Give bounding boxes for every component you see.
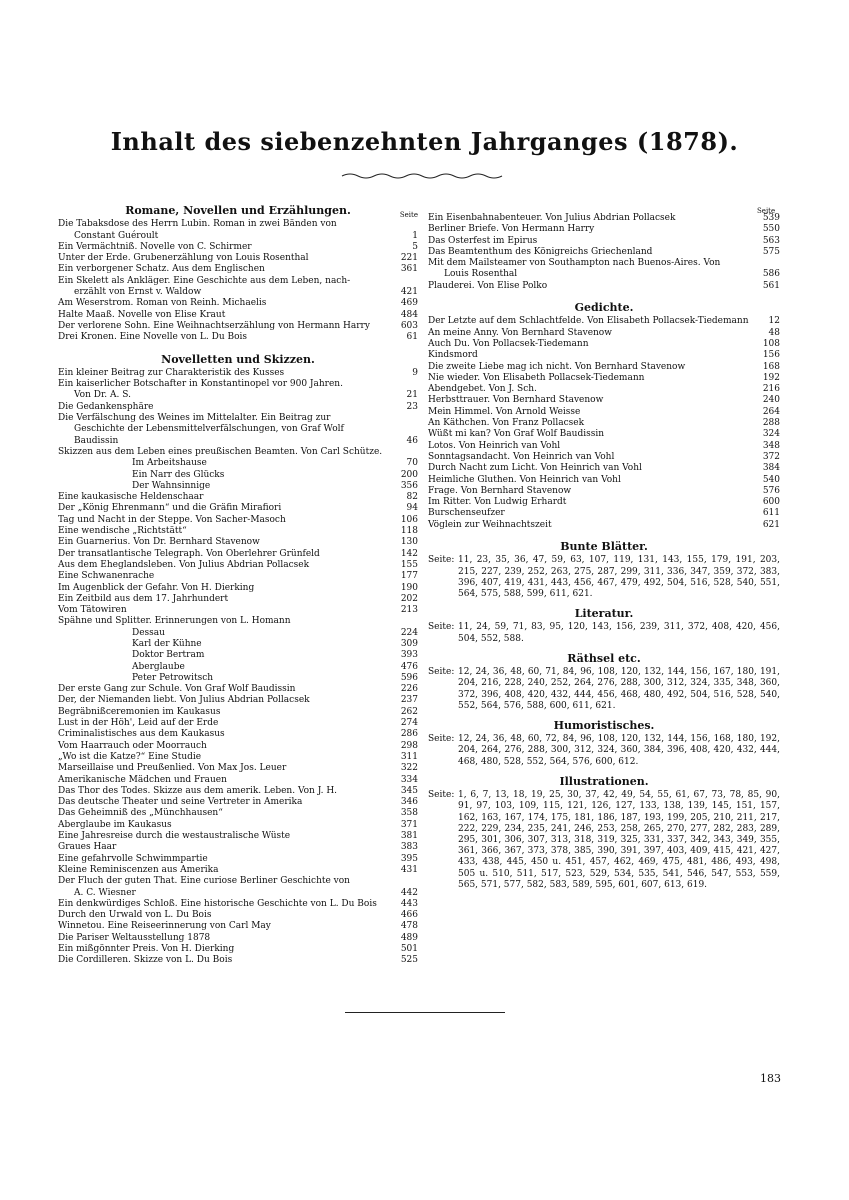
- toc-entry-title: Ein Eisenbahnabenteuer. Von Julius Abdrian Pollacsek: [428, 213, 676, 223]
- toc-entry-page: 550: [762, 224, 780, 235]
- toc-entry: [428, 441, 780, 452]
- romane-list: [58, 219, 418, 343]
- toc-entry-page: 393: [400, 650, 418, 661]
- toc-entry-page: 192: [762, 372, 780, 383]
- toc-entry: [58, 910, 418, 921]
- page-reference-list: [428, 734, 780, 768]
- toc-entry: [428, 258, 780, 269]
- toc-entry: [58, 379, 418, 390]
- toc-entry-title: Plauderei. Von Elise Polko: [428, 280, 548, 291]
- toc-entry-page: 586: [762, 269, 780, 280]
- toc-entry-page: 168: [762, 361, 780, 372]
- toc-entry-title: An Käthchen. Von Franz Pollacsek: [428, 418, 585, 429]
- toc-entry: [58, 605, 418, 616]
- gedichte-list: [428, 316, 780, 531]
- toc-entry-page: 383: [400, 842, 418, 853]
- page-reference-list: [428, 790, 780, 891]
- toc-entry-page: 356: [400, 480, 418, 491]
- toc-entry-title: Doktor Bertram: [132, 650, 205, 661]
- toc-entry: [58, 899, 418, 910]
- toc-entry-page: 576: [762, 485, 780, 496]
- toc-entry: [58, 786, 418, 797]
- bottom-rule: [345, 1012, 505, 1013]
- toc-entry-page: 202: [400, 593, 418, 604]
- toc-entry: [58, 944, 418, 955]
- toc-entry-title: Im Augenblick der Gefahr. Von H. Dierking: [58, 582, 255, 593]
- toc-entry-title: Ein denkwürdiges Schloß. Eine historische Geschichte von L. Du Bois: [58, 898, 377, 909]
- page-numbers: 12, 24, 36, 48, 60, 72, 84, 96, 108, 120, 132, 144, 156, 168, 180, 192, 204, 264, 276, 288, 300, 312, 324, 360, 384, 396, 408, 420, 432, 444, 468, 480, 528, 552, 564, 576, 600, 612.: [458, 734, 780, 767]
- toc-entry-page: 94: [406, 503, 418, 514]
- toc-entry: [58, 242, 418, 253]
- toc-entry: [58, 526, 418, 537]
- toc-entry-title: Der, der Niemanden liebt. Von Julius Abdrian Pollacsek: [58, 695, 310, 706]
- toc-entry-title: Mein Himmel. Von Arnold Weisse: [428, 406, 581, 417]
- toc-entry-title: Kindsmord: [428, 350, 478, 361]
- toc-entry: [58, 933, 418, 944]
- toc-entry: [58, 808, 418, 819]
- toc-entry-page: 12: [768, 316, 780, 327]
- toc-entry-page: 9: [412, 367, 418, 378]
- toc-entry-title: Criminalistisches aus dem Kaukasus: [58, 729, 225, 740]
- toc-entry-page: 469: [400, 298, 418, 309]
- toc-entry-page: 1: [412, 230, 418, 241]
- toc-entry-title: Die Gedankensphäre: [58, 401, 154, 412]
- toc-entry-title: Das deutsche Theater und seine Vertreter in Amerika: [58, 797, 303, 808]
- toc-entry-title: Abendgebet. Von J. Sch.: [428, 384, 537, 395]
- toc-entry: [428, 281, 780, 292]
- toc-entry-title: Eine wendische „Richtstätt“: [58, 526, 187, 537]
- toc-entry-title: Der transatlantische Telegraph. Von Oberlehrer Grünfeld: [58, 548, 320, 559]
- toc-entry: [428, 486, 780, 497]
- toc-entry: [58, 628, 418, 639]
- toc-entry: [58, 231, 418, 242]
- toc-entry: [58, 560, 418, 571]
- toc-entry-title: Mit dem Mailsteamer von Southampton nach Buenos-Aires. Von: [428, 258, 721, 269]
- toc-entry-page: 177: [400, 571, 418, 582]
- toc-entry-title: Der Letzte auf dem Schlachtfelde. Von Elisabeth Pollacsek-Tiedemann: [428, 316, 749, 327]
- section-heading: Räthsel etc.: [567, 651, 641, 665]
- toc-entry-page: 345: [400, 785, 418, 796]
- toc-entry-title: Der „König Ehrenmann“ und die Gräfin Mirafiori: [58, 503, 282, 514]
- seite-label: Seite:: [428, 790, 455, 801]
- toc-entry-page: 575: [762, 246, 780, 257]
- toc-entry-title: Ein Skelett als Ankläger. Eine Geschichte aus dem Leben, nach-: [58, 275, 351, 286]
- toc-entry: [58, 752, 418, 763]
- toc-entry: [58, 583, 418, 594]
- toc-entry-page: 431: [400, 864, 418, 875]
- toc-entry-title: Das Thor des Todes. Skizze aus dem amerik. Leben. Von J. H.: [58, 785, 338, 796]
- toc-entry: [428, 316, 780, 327]
- toc-entry-page: 322: [400, 763, 418, 774]
- toc-entry: [58, 695, 418, 706]
- section-heading: Illustrationen.: [559, 774, 649, 788]
- toc-entry: [58, 718, 418, 729]
- toc-entry-title: Der Wahnsinnige: [132, 480, 211, 491]
- toc-entry-page: 371: [400, 819, 418, 830]
- toc-entry-title: Ein mißgönnter Preis. Von H. Dierking: [58, 944, 235, 954]
- toc-entry: [58, 921, 418, 932]
- toc-entry: [428, 213, 780, 224]
- toc-entry-page: 274: [400, 718, 418, 729]
- toc-entry-title: Durch Nacht zum Licht. Von Heinrich van Vohl: [428, 463, 642, 474]
- toc-entry-page: 21: [406, 390, 418, 401]
- seite-label: Seite:: [428, 555, 455, 566]
- toc-entry-title: Marseillaise und Preußenlied. Von Max Jos. Leuer: [58, 763, 287, 774]
- toc-entry: [58, 470, 418, 481]
- toc-entry: [58, 515, 418, 526]
- toc-entry-page: 106: [400, 514, 418, 525]
- toc-entry-title: Ein Zeitbild aus dem 17. Jahrhundert: [58, 593, 229, 604]
- toc-entry: [58, 741, 418, 752]
- toc-entry: [58, 253, 418, 264]
- toc-entry-page: 5: [412, 241, 418, 252]
- toc-entry: [428, 350, 780, 361]
- toc-entry-title: Eine Schwanenrache: [58, 571, 155, 582]
- toc-entry-title: Das Geheimniß des „Münchhausen“: [58, 808, 223, 819]
- toc-entry-title: Der erste Gang zur Schule. Von Graf Wolf Baudissin: [58, 684, 296, 695]
- toc-entry-title: Ein Guarnerius. Von Dr. Bernhard Stavenow: [58, 537, 260, 548]
- toc-entry-page: 286: [400, 729, 418, 740]
- toc-entry-page: 489: [400, 932, 418, 943]
- toc-entry-page: 213: [400, 605, 418, 616]
- section-heading-gedichte: Gedichte.: [574, 301, 634, 315]
- toc-entry-title: Aus dem Eheglandsleben. Von Julius Abdrian Pollacsek: [58, 559, 310, 570]
- toc-entry-title: Unter der Erde. Grubenerzählung von Louis Rosenthal: [58, 253, 309, 264]
- section-heading-novelletten: Novelletten und Skizzen.: [161, 352, 315, 366]
- toc-entry: [428, 452, 780, 463]
- toc-entry-page: 484: [400, 309, 418, 320]
- toc-entry-title: Das Beamtenthum des Königreichs Griechenland: [428, 246, 653, 257]
- toc-entry-page: 298: [400, 740, 418, 751]
- section-heading-romane: Romane, Novellen und Erzählungen. Seite: [58, 205, 418, 216]
- toc-entry-title: Amerikanische Mädchen und Frauen: [58, 774, 227, 785]
- section-heading: Bunte Blätter.: [560, 540, 648, 554]
- toc-entry-page: 540: [762, 474, 780, 485]
- toc-entry-title: Eine Jahresreise durch die westaustralische Wüste: [58, 831, 291, 842]
- toc-entry: [58, 684, 418, 695]
- toc-entry: [58, 537, 418, 548]
- toc-entry-page: 442: [400, 887, 418, 898]
- toc-entry: [58, 436, 418, 447]
- toc-entry: [58, 447, 418, 458]
- toc-entry: [58, 503, 418, 514]
- toc-entry-title: Begräbnißceremonien im Kaukasus: [58, 706, 221, 717]
- toc-entry-page: 443: [400, 898, 418, 909]
- toc-entry-title: Aberglaube: [132, 661, 185, 672]
- toc-entry-title: Eine gefahrvolle Schwimmpartie: [58, 853, 208, 864]
- toc-entry-title: An meine Anny. Von Bernhard Stavenow: [428, 327, 612, 338]
- toc-entry: [58, 639, 418, 650]
- toc-entry: [58, 842, 418, 853]
- toc-entry: [428, 508, 780, 519]
- toc-entry-title: Lotos. Von Heinrich van Vohl: [428, 440, 561, 451]
- page-numbers: 11, 24, 59, 71, 83, 95, 120, 143, 156, 239, 311, 372, 408, 420, 456, 504, 552, 588.: [458, 622, 780, 644]
- toc-entry-page: 108: [762, 338, 780, 349]
- toc-entry-title: Die Pariser Weltausstellung 1878: [58, 932, 211, 943]
- toc-entry-page: 46: [406, 435, 418, 446]
- toc-entry: [58, 707, 418, 718]
- toc-entry-title: Kleine Reminiscenzen aus Amerika: [58, 864, 219, 875]
- toc-entry: [58, 458, 418, 469]
- toc-entry-page: 264: [762, 406, 780, 417]
- toc-entry: [58, 594, 418, 605]
- toc-entry-title: Halte Maaß. Novelle von Elise Kraut: [58, 309, 226, 320]
- toc-entry: [58, 831, 418, 842]
- toc-entry: [58, 955, 418, 966]
- toc-entry-page: 130: [400, 537, 418, 548]
- toc-entry-page: 237: [400, 695, 418, 706]
- left-column: [58, 205, 418, 967]
- toc-entry-title: Nie wieder. Von Elisabeth Pollacsek-Tiedemann: [428, 372, 645, 383]
- toc-entry-title: Die Tabaksdose des Herrn Lubin. Roman in zwei Bänden von: [58, 219, 337, 230]
- toc-entry-page: 118: [400, 526, 418, 537]
- toc-entry-title: Auch Du. Von Pollacsek-Tiedemann: [428, 338, 589, 349]
- toc-entry: [58, 775, 418, 786]
- toc-entry-title: Im Ritter. Von Ludwig Erhardt: [428, 497, 567, 508]
- page-numbers: 12, 24, 36, 48, 60, 71, 84, 96, 108, 120, 132, 144, 156, 167, 180, 191, 204, 216, 228, 240, 252, 264, 276, 288, 300, 312, 324, 335, 348, 360, 372, 396, 408, 420, 432, 444, 456, 468, 480, 492, 504, 516, 528, 540, 552, 564, 576, 588, 600, 611, 621.: [458, 667, 780, 711]
- toc-entry-title: Baudissin: [74, 435, 119, 446]
- page-reference-list: [428, 555, 780, 600]
- seite-label: Seite:: [428, 622, 455, 633]
- toc-entry: [58, 492, 418, 503]
- toc-entry-page: 348: [762, 440, 780, 451]
- toc-entry: [58, 321, 418, 332]
- toc-entry-page: 155: [400, 559, 418, 570]
- toc-entry-title: Vöglein zur Weihnachtszeit: [428, 519, 552, 530]
- toc-entry-page: 224: [400, 627, 418, 638]
- toc-entry: [58, 888, 418, 899]
- toc-entry-title: Eine kaukasische Heldenschaar: [58, 492, 204, 503]
- toc-entry-title: Louis Rosenthal: [444, 269, 518, 280]
- right-column: [428, 213, 780, 899]
- toc-entry: [58, 298, 418, 309]
- toc-entry-title: Winnetou. Eine Reiseerinnerung von Carl May: [58, 921, 271, 932]
- toc-entry: [58, 287, 418, 298]
- toc-entry: [428, 269, 780, 280]
- toc-entry: [428, 373, 780, 384]
- toc-entry-page: 156: [762, 350, 780, 361]
- toc-entry-page: 358: [400, 808, 418, 819]
- seite-label: Seite: [399, 211, 418, 219]
- toc-entry: [428, 497, 780, 508]
- toc-entry-title: Geschichte der Lebensmittelverfälschungen, von Graf Wolf: [74, 424, 344, 435]
- toc-entry-page: 525: [400, 955, 418, 966]
- toc-entry-page: 361: [400, 264, 418, 275]
- toc-entry: [58, 402, 418, 413]
- toc-entry-title: Ein Vermächtniß. Novelle von C. Schirmer: [58, 241, 252, 252]
- toc-entry: [58, 368, 418, 379]
- toc-entry-page: 395: [400, 853, 418, 864]
- toc-entry-title: Ein kaiserlicher Botschafter in Konstantinopel vor 900 Jahren.: [58, 379, 343, 390]
- toc-entry: [58, 650, 418, 661]
- toc-entry-title: Aberglaube im Kaukasus: [58, 819, 172, 830]
- toc-entry: [58, 797, 418, 808]
- toc-entry-page: 324: [762, 429, 780, 440]
- toc-entry: [58, 616, 418, 627]
- toc-entry-page: 288: [762, 418, 780, 429]
- toc-entry: [58, 865, 418, 876]
- toc-entry-title: Frage. Von Bernhard Stavenow: [428, 485, 572, 496]
- toc-entry-page: 82: [406, 492, 418, 503]
- toc-entry-title: Skizzen aus dem Leben eines preußischen Beamten. Von Carl Schütze.: [58, 446, 383, 457]
- toc-entry-title: Karl der Kühne: [132, 638, 202, 649]
- toc-entry-page: 226: [400, 684, 418, 695]
- toc-entry-page: 600: [762, 497, 780, 508]
- toc-entry-title: Burschenseufzer: [428, 508, 505, 519]
- toc-entry-title: Wüßt mi kan? Von Graf Wolf Baudissin: [428, 429, 605, 440]
- toc-entry: [428, 328, 780, 339]
- toc-entry-title: Drei Kronen. Eine Novelle von L. Du Bois: [58, 332, 248, 343]
- toc-entry-title: Das Osterfest im Epirus: [428, 235, 538, 246]
- page-number: 183: [760, 1072, 781, 1085]
- toc-entry-page: 476: [400, 661, 418, 672]
- toc-entry-page: 346: [400, 797, 418, 808]
- toc-entry: [58, 662, 418, 673]
- toc-entry-title: Vom Tätowiren: [58, 605, 127, 616]
- seite-label: Seite:: [428, 667, 455, 678]
- toc-entry-page: 372: [762, 451, 780, 462]
- toc-entry: [58, 264, 418, 275]
- toc-entry-page: 61: [406, 332, 418, 343]
- toc-entry-title: Heimliche Gluthen. Von Heinrich van Vohl: [428, 474, 621, 485]
- toc-entry: [428, 429, 780, 440]
- decorative-flourish: [340, 172, 510, 180]
- toc-entry-title: Der Fluch der guten That. Eine curiose Berliner Geschichte von: [58, 876, 350, 887]
- section-heading: Humoristisches.: [553, 718, 655, 732]
- toc-entry: [428, 418, 780, 429]
- toc-entry: [58, 481, 418, 492]
- toc-entry-page: 621: [762, 519, 780, 530]
- toc-entry-title: Vom Haarrauch oder Moorrauch: [58, 740, 207, 751]
- toc-entry-title: Herbsttrauer. Von Bernhard Stavenow: [428, 395, 604, 406]
- toc-entry: [428, 407, 780, 418]
- toc-entry-page: 262: [400, 706, 418, 717]
- toc-entry-page: 240: [762, 395, 780, 406]
- section-heading: Literatur.: [574, 607, 634, 621]
- toc-entry: [58, 310, 418, 321]
- continued-list: [428, 213, 780, 292]
- toc-entry-page: 384: [762, 463, 780, 474]
- toc-entry-title: Von Dr. A. S.: [74, 390, 131, 401]
- toc-entry-title: Ein Narr des Glücks: [132, 469, 225, 480]
- toc-entry-page: 466: [400, 910, 418, 921]
- page-reference-list: [428, 667, 780, 712]
- toc-entry: [58, 424, 418, 435]
- toc-entry: [428, 236, 780, 247]
- page-reference-list: [428, 622, 780, 644]
- toc-entry-title: Constant Guéroult: [74, 230, 159, 241]
- toc-entry-title: Im Arbeitshause: [132, 458, 207, 469]
- toc-entry-page: 309: [400, 638, 418, 649]
- toc-entry: [428, 247, 780, 258]
- toc-entry-page: 311: [400, 751, 418, 762]
- toc-entry: [428, 339, 780, 350]
- toc-entry: [58, 729, 418, 740]
- toc-entry-title: Die Cordilleren. Skizze von L. Du Bois: [58, 955, 233, 966]
- toc-entry: [58, 332, 418, 343]
- toc-entry-title: Ein kleiner Beitrag zur Charakteristik des Kusses: [58, 367, 285, 378]
- toc-entry-title: Die zweite Liebe mag ich nicht. Von Bernhard Stavenow: [428, 361, 686, 372]
- toc-entry: [58, 549, 418, 560]
- toc-entry-page: 190: [400, 582, 418, 593]
- toc-entry-title: Tag und Nacht in der Steppe. Von Sacher-Masoch: [58, 514, 286, 525]
- page-lists: [428, 541, 780, 891]
- toc-entry-page: 70: [406, 458, 418, 469]
- toc-entry-page: 381: [400, 831, 418, 842]
- toc-entry-page: 23: [406, 401, 418, 412]
- toc-entry-page: 561: [762, 280, 780, 291]
- toc-entry-page: 334: [400, 774, 418, 785]
- page-title: Inhalt des siebenzehnten Jahrganges (1878).: [110, 127, 739, 156]
- toc-entry: [58, 820, 418, 831]
- page-numbers: 1, 6, 7, 13, 18, 19, 25, 30, 37, 42, 49, 54, 55, 61, 67, 73, 78, 85, 90, 91, 97, 103, 109, 115, 121, 126, 127, 133, 138, 139, 145, 151, 157, 162, 163, 167, 174, 175, 181, 186, 187, 193, 199, 205, 210, 211, 217, 222, 229, 234, 235, 241, 246, 253, 258, 265, 270, 277, 282, 283, 289, 295, 301, 306, 307, 313, 318, 319, 325, 331, 337, 342, 343, 349, 355, 361, 366, 367, 373, 378, 385, 390, 391, 397, 403, 409, 415, 421, 427, 433, 438, 445, 450 u. 451, 457, 462, 469, 475, 481, 486, 493, 498, 505 u. 510, 511, 517, 523, 529, 534, 535, 541, 546, 547, 553, 559, 565, 571, 577, 582, 583, 589, 595, 601, 607, 613, 619.: [458, 790, 780, 890]
- toc-entry: [428, 395, 780, 406]
- toc-entry-page: 48: [768, 327, 780, 338]
- toc-entry: [428, 520, 780, 531]
- toc-entry: [428, 224, 780, 235]
- toc-entry-title: erzählt von Ernst v. Waldow: [74, 287, 202, 298]
- toc-entry-title: Graues Haar: [58, 842, 117, 853]
- toc-entry-title: Spähne und Splitter. Erinnerungen von L. Homann: [58, 616, 291, 627]
- toc-entry: [58, 854, 418, 865]
- toc-entry: [58, 390, 418, 401]
- toc-entry-title: Sonntagsandacht. Von Heinrich van Vohl: [428, 451, 615, 462]
- toc-entry-title: Die Verfälschung des Weines im Mittelalter. Ein Beitrag zur: [58, 413, 331, 424]
- toc-entry-page: 200: [400, 469, 418, 480]
- toc-entry: [58, 876, 418, 887]
- toc-entry-page: 611: [762, 508, 780, 519]
- toc-entry-title: „Wo ist die Katze?“ Eine Studie: [58, 751, 202, 762]
- toc-entry: [58, 276, 418, 287]
- toc-entry-title: Der verlorene Sohn. Eine Weihnachtserzählung von Hermann Harry: [58, 320, 370, 331]
- toc-entry-page: 421: [400, 287, 418, 298]
- seite-label: Seite: [757, 207, 776, 215]
- toc-entry-page: 563: [762, 235, 780, 246]
- toc-entry-page: 596: [400, 672, 418, 683]
- toc-entry-title: Dessau: [132, 627, 165, 638]
- toc-entry: [428, 384, 780, 395]
- toc-entry-title: A. C. Wiesner: [74, 887, 136, 898]
- toc-entry: [58, 413, 418, 424]
- novelletten-list: [58, 368, 418, 967]
- toc-entry-title: Berliner Briefe. Von Hermann Harry: [428, 224, 595, 235]
- toc-entry: [428, 475, 780, 486]
- toc-entry: [58, 673, 418, 684]
- toc-entry: [58, 763, 418, 774]
- toc-entry: [58, 219, 418, 230]
- toc-entry-page: 478: [400, 921, 418, 932]
- toc-entry-page: 142: [400, 548, 418, 559]
- toc-entry-page: 216: [762, 384, 780, 395]
- toc-entry-title: Am Weserstrom. Roman von Reinh. Michaelis: [58, 298, 267, 309]
- page-numbers: 11, 23, 35, 36, 47, 59, 63, 107, 119, 131, 143, 155, 179, 191, 203, 215, 227, 239, 252, 263, 275, 287, 299, 311, 336, 347, 359, 372, 383, 396, 407, 419, 431, 443, 456, 467, 479, 492, 504, 516, 528, 540, 551, 564, 575, 588, 599, 611, 621.: [458, 555, 780, 599]
- toc-entry-title: Peter Petrowitsch: [132, 672, 214, 683]
- toc-entry: [428, 362, 780, 373]
- toc-entry-title: Ein verborgener Schatz. Aus dem Englischen: [58, 264, 265, 275]
- toc-entry: [58, 571, 418, 582]
- toc-entry-page: 603: [400, 320, 418, 331]
- toc-entry-page: 501: [400, 944, 418, 954]
- toc-entry-title: Durch den Urwald von L. Du Bois: [58, 910, 212, 921]
- toc-entry-page: 539: [762, 213, 780, 223]
- seite-label: Seite:: [428, 734, 455, 745]
- toc-entry-page: 221: [400, 253, 418, 264]
- toc-entry-title: Lust in der Höh', Leid auf der Erde: [58, 718, 219, 729]
- toc-entry: [428, 463, 780, 474]
